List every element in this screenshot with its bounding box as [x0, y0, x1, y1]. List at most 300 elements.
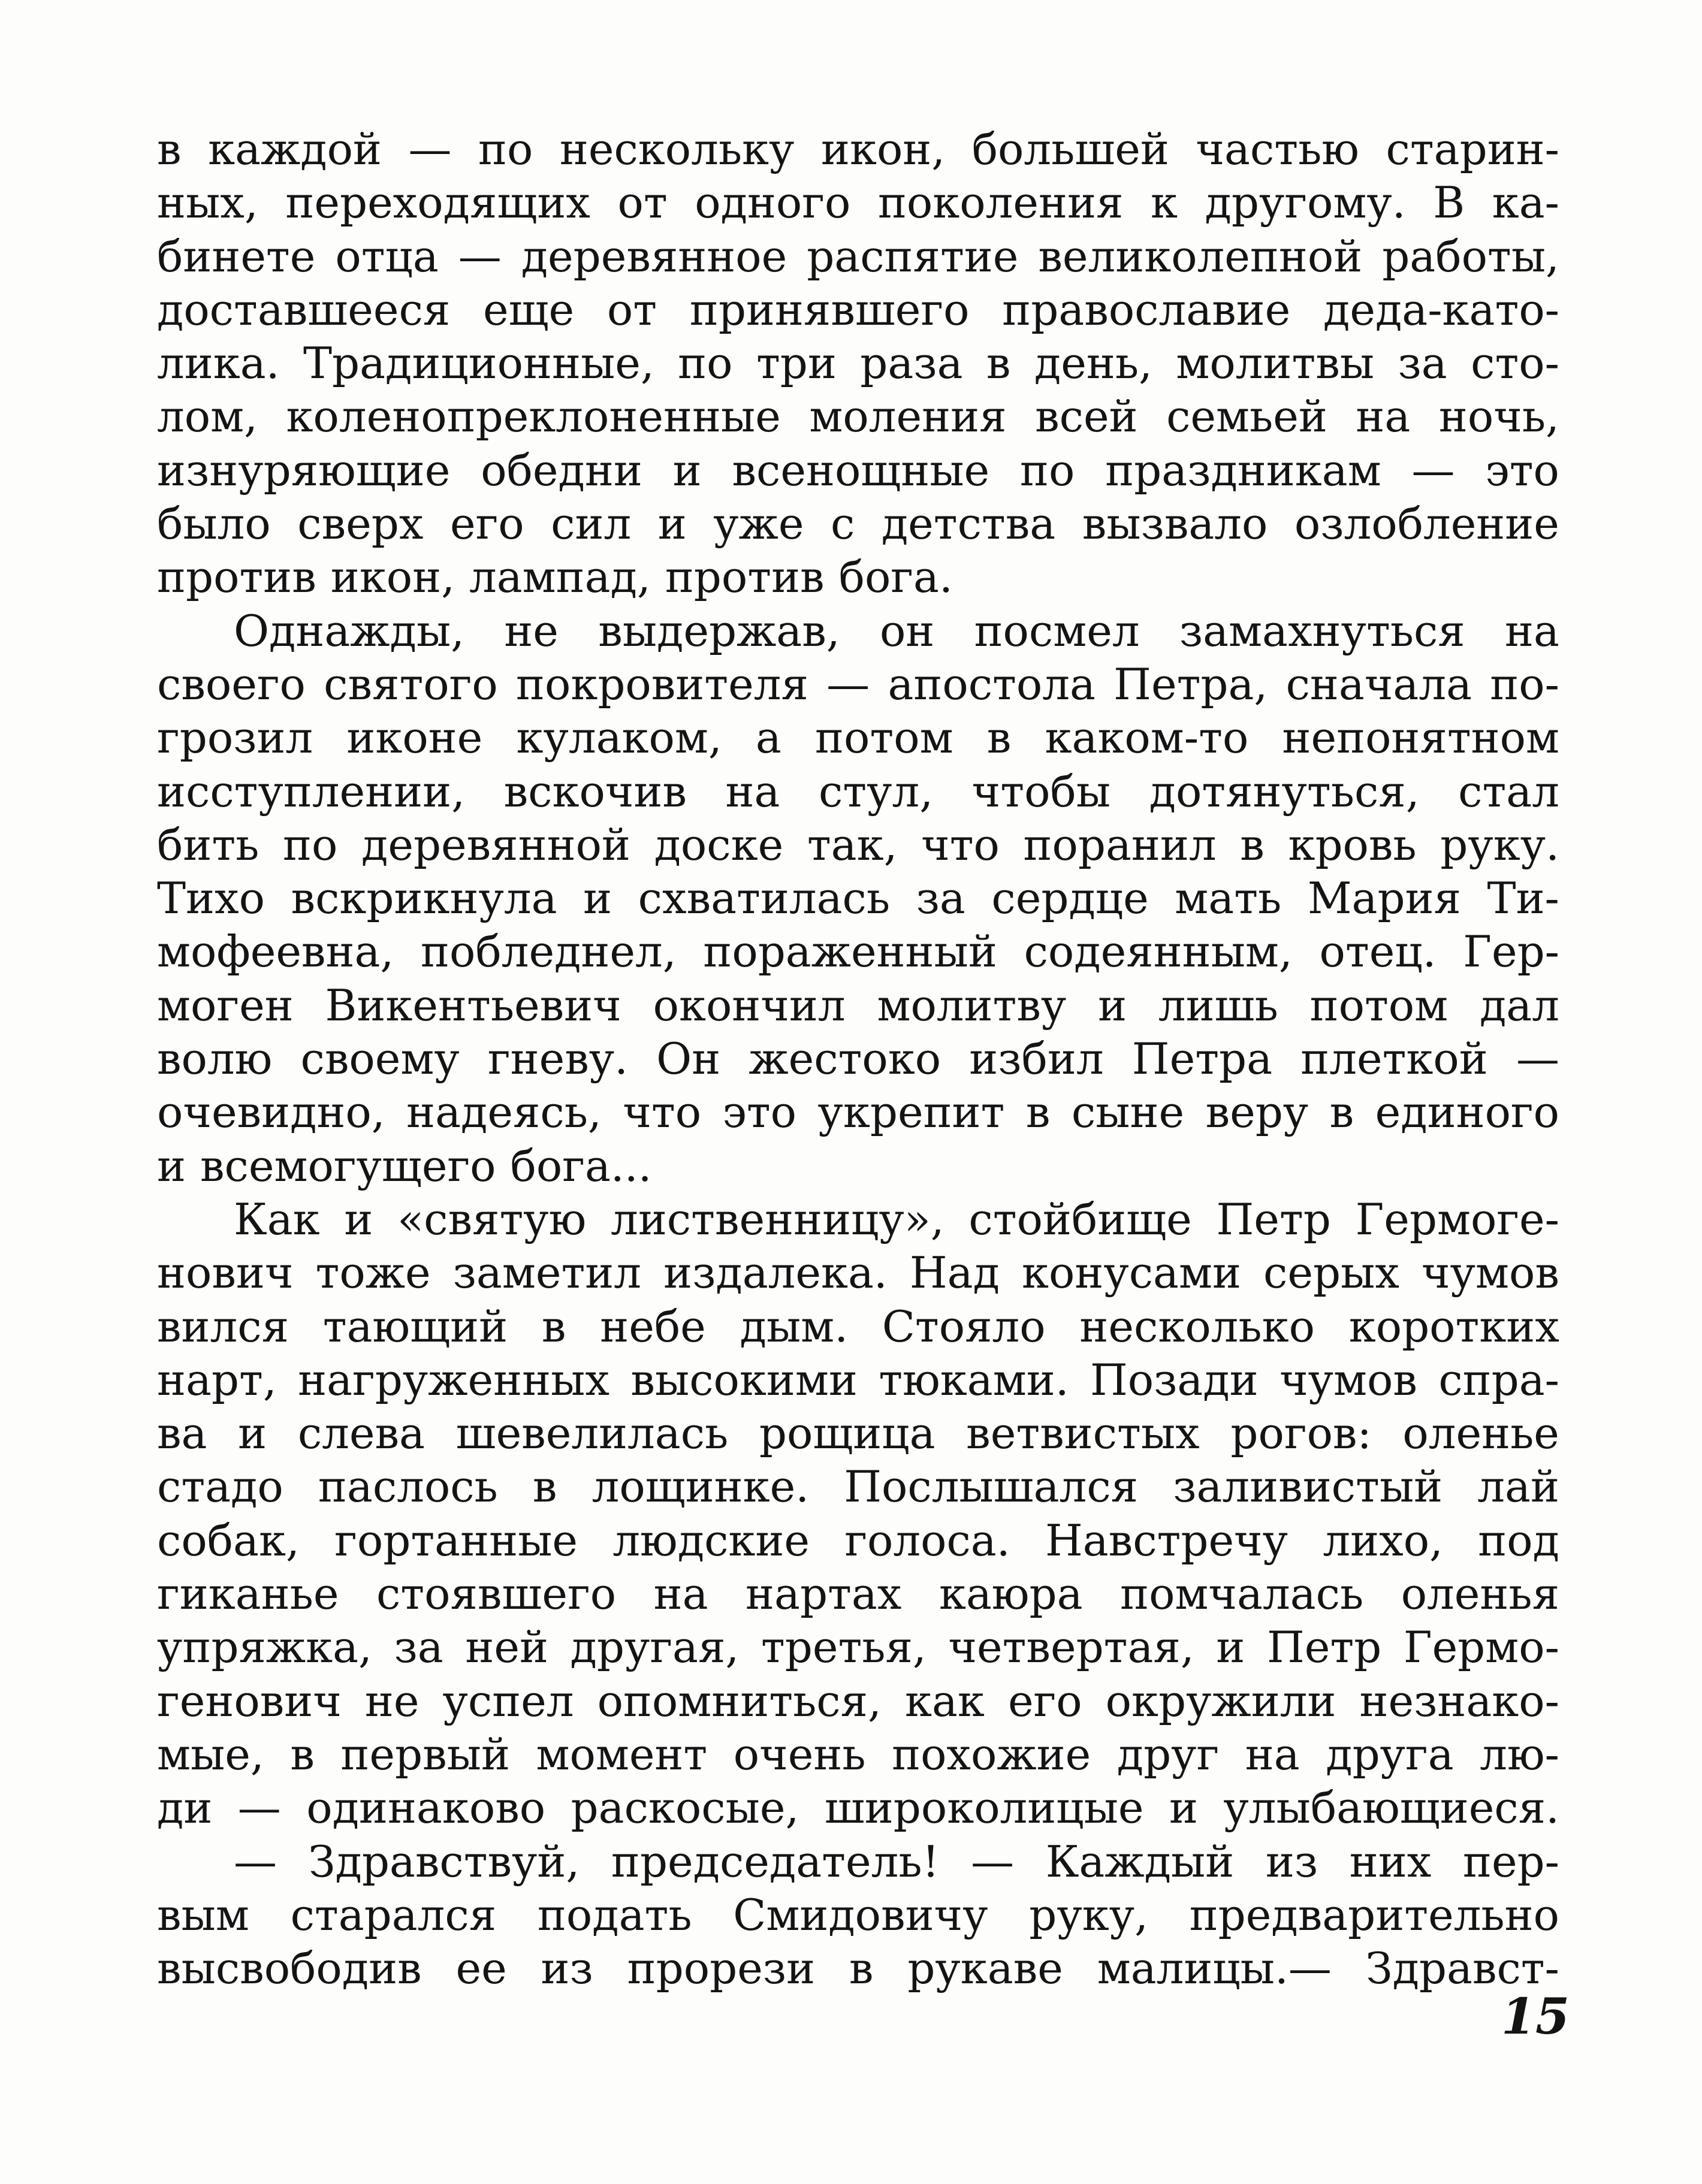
word: Мария — [1307, 873, 1461, 924]
word: слева — [297, 1408, 425, 1459]
word: них — [1349, 1836, 1432, 1887]
word: — — [1516, 1034, 1559, 1085]
word: — — [237, 1783, 281, 1833]
word: было — [157, 499, 271, 549]
word: лишь — [1158, 980, 1278, 1031]
word: помчалась — [1120, 1569, 1364, 1620]
word: Петр — [1216, 1194, 1331, 1244]
word: праздникам — [1105, 445, 1381, 496]
word: стул, — [818, 766, 934, 817]
word: выдержав, — [598, 605, 840, 656]
text-line — [157, 1835, 1559, 1889]
word: апостола — [888, 658, 1096, 709]
word: покровителя — [515, 658, 808, 709]
word: бога. — [838, 552, 953, 603]
word: предварительно — [1189, 1889, 1559, 1940]
word: одинаково — [306, 1783, 546, 1833]
word: сыне — [1071, 1087, 1185, 1138]
text-line — [157, 872, 1559, 925]
word: чтобы — [971, 766, 1111, 817]
word: против — [665, 552, 825, 603]
word: кровь — [1288, 819, 1417, 870]
word: отец. — [1319, 926, 1437, 977]
word: Здравст- — [1365, 1943, 1559, 1994]
text-line — [157, 605, 1559, 658]
text-line — [157, 925, 1559, 978]
word: и — [583, 873, 612, 924]
word: успел — [442, 1675, 574, 1726]
word: лихо, — [1323, 1515, 1443, 1566]
word: от — [617, 177, 668, 228]
word: избил — [969, 1034, 1104, 1085]
word: в — [986, 338, 1011, 389]
text-line — [157, 1407, 1559, 1460]
word: Петра, — [1113, 658, 1268, 709]
word: Петра — [1131, 1034, 1273, 1085]
text-line — [157, 390, 1559, 443]
text-line — [157, 658, 1559, 711]
text-line — [157, 1032, 1559, 1086]
word: прорези — [627, 1943, 816, 1994]
text-line — [157, 1354, 1559, 1407]
word: сил — [551, 499, 632, 549]
word: генович — [157, 1675, 342, 1726]
word: другая, — [570, 1622, 740, 1673]
word: доске — [654, 819, 784, 870]
word: плеткой — [1300, 1034, 1488, 1085]
word: как — [904, 1675, 985, 1726]
word: его — [1007, 1675, 1082, 1726]
text-line — [157, 711, 1559, 765]
word: дым. — [740, 1301, 849, 1352]
word: озлобление — [1294, 499, 1559, 549]
word: и — [1169, 1783, 1198, 1833]
word: вскочив — [503, 766, 687, 817]
word: каюра — [938, 1569, 1083, 1620]
word: упряжка, — [157, 1622, 372, 1673]
word: единого — [1375, 1087, 1559, 1138]
word: на — [725, 766, 780, 817]
text-line — [157, 1086, 1559, 1139]
word: Гермо- — [1403, 1622, 1559, 1673]
word: нескольку — [559, 124, 795, 174]
word: высокими — [630, 1354, 858, 1405]
word: деда-като- — [1323, 284, 1559, 335]
word: лощинке. — [592, 1461, 810, 1512]
word: Позади — [1090, 1354, 1259, 1405]
word: нарт, — [157, 1354, 277, 1405]
word: — — [234, 1836, 277, 1887]
text-line — [157, 765, 1559, 818]
word: рощица — [759, 1408, 936, 1459]
word: православие — [1002, 284, 1291, 335]
word: по- — [1490, 658, 1559, 709]
word: сначала — [1285, 658, 1472, 709]
word: рукаве — [907, 1943, 1063, 1994]
word: из — [541, 1943, 593, 1994]
word: несколько — [1079, 1301, 1315, 1352]
word: одного — [695, 177, 851, 228]
word: что — [623, 1087, 702, 1138]
word: в — [986, 712, 1012, 763]
word: третья, — [761, 1622, 927, 1673]
word: Викентьевич — [325, 980, 621, 1031]
text-line — [157, 1140, 1559, 1193]
word: пер- — [1462, 1836, 1559, 1887]
word: и — [157, 1140, 186, 1191]
text-line — [157, 337, 1559, 390]
word: ди — [157, 1783, 213, 1833]
word: иконе — [346, 712, 483, 763]
word: гневу. — [487, 1034, 628, 1085]
word: друг — [1116, 1729, 1220, 1780]
word: всемогущего — [200, 1140, 496, 1191]
word: дал — [1479, 980, 1559, 1031]
word: друга — [1326, 1729, 1454, 1780]
word: отца — [335, 231, 439, 282]
word: кулаком, — [516, 712, 722, 763]
word: стал — [1458, 766, 1559, 817]
word: Смидовичу — [733, 1889, 988, 1940]
word: сердце — [991, 873, 1149, 924]
word: в — [157, 124, 182, 174]
word: — — [408, 124, 452, 174]
word: первый — [340, 1729, 510, 1780]
word: серых — [1263, 1247, 1399, 1298]
word: в — [1240, 819, 1265, 870]
word: раскосые, — [571, 1783, 799, 1833]
text-line — [157, 176, 1559, 229]
word: похожие — [892, 1729, 1091, 1780]
word: за — [1398, 338, 1447, 389]
text-line — [157, 1889, 1559, 1942]
word: и — [344, 1194, 373, 1244]
word: издалека. — [663, 1247, 888, 1298]
word: мать — [1175, 873, 1282, 924]
word: вскрикнула — [291, 873, 557, 924]
word: потом — [815, 712, 953, 763]
word: бить — [157, 819, 259, 870]
word: Здравствуй, — [308, 1836, 580, 1887]
word: изнуряющие — [157, 445, 451, 496]
word: веру — [1205, 1087, 1309, 1138]
word: грозил — [157, 712, 313, 763]
word: частью — [1196, 124, 1359, 174]
word: ка- — [1492, 177, 1559, 228]
word: в — [849, 1943, 874, 1994]
word: — — [971, 1836, 1015, 1887]
word: ветвистых — [966, 1408, 1200, 1459]
word: Гермоге- — [1355, 1194, 1559, 1244]
word: не — [504, 605, 559, 656]
word: незнако- — [1359, 1675, 1559, 1726]
word: заливистый — [1173, 1461, 1443, 1512]
word: председатель! — [611, 1836, 940, 1887]
word: под — [1478, 1515, 1559, 1566]
text-line — [157, 1621, 1559, 1674]
word: по — [478, 124, 533, 174]
word: Ти- — [1487, 873, 1559, 924]
word: схватилась — [638, 873, 891, 924]
word: улыбающиеся. — [1223, 1783, 1559, 1833]
word: мые, — [157, 1729, 264, 1780]
word: коротких — [1348, 1301, 1559, 1352]
word: вым — [157, 1889, 249, 1940]
word: Традиционные, — [303, 338, 654, 389]
word: из — [1265, 1836, 1318, 1887]
word: в — [1329, 1087, 1354, 1138]
word: каком-то — [1045, 712, 1249, 763]
word: поколения — [877, 177, 1124, 228]
word: — — [826, 658, 870, 709]
word: Послышался — [844, 1461, 1139, 1512]
word: по — [1020, 445, 1075, 496]
word: в — [532, 1461, 557, 1512]
word: Тихо — [157, 873, 265, 924]
word: оленья — [1401, 1569, 1559, 1620]
word: нартах — [746, 1569, 902, 1620]
word: четвертая, — [948, 1622, 1194, 1673]
word: не — [364, 1675, 420, 1726]
word: небе — [600, 1301, 706, 1352]
word: собак, — [157, 1515, 300, 1566]
word: спра- — [1438, 1354, 1559, 1405]
word: святого — [324, 658, 498, 709]
word: он — [879, 605, 935, 656]
word: лампад, — [469, 552, 651, 603]
word: нович — [157, 1247, 294, 1298]
word: стоявшего — [376, 1569, 617, 1620]
word: Однажды, — [234, 605, 465, 656]
word: очевидно, — [157, 1087, 385, 1138]
word: и — [1098, 980, 1127, 1031]
word: в — [541, 1301, 566, 1352]
word: замахнуться — [1179, 605, 1465, 656]
word: своего — [157, 658, 306, 709]
word: на — [653, 1569, 708, 1620]
text-line — [157, 1514, 1559, 1567]
word: мофеевна, — [157, 926, 394, 977]
page-number: 15 — [1501, 1988, 1570, 2046]
text-line — [157, 1942, 1559, 1995]
word: его — [449, 499, 524, 549]
word: голоса. — [844, 1515, 1010, 1566]
word: ва — [157, 1408, 207, 1459]
word: конусами — [1022, 1247, 1241, 1298]
word: Петр — [1266, 1622, 1382, 1673]
word: большей — [971, 124, 1169, 174]
word: за — [916, 873, 965, 924]
word: в — [1025, 1087, 1051, 1138]
word: семьей — [1166, 391, 1327, 442]
word: так, — [807, 819, 898, 870]
word: ных, — [157, 177, 258, 228]
word: оленье — [1402, 1408, 1559, 1459]
word: икон, — [330, 552, 455, 603]
word: посмел — [974, 605, 1140, 656]
word: ночь, — [1438, 391, 1559, 442]
word: шевелилась — [455, 1408, 729, 1459]
word: еще — [482, 284, 575, 335]
word: стойбище — [968, 1194, 1192, 1244]
word: Он — [656, 1034, 721, 1085]
word: Каждый — [1045, 1836, 1235, 1887]
word: обедни — [481, 445, 642, 496]
word: деревянной — [361, 819, 630, 870]
word: руку, — [1029, 1889, 1148, 1940]
word: великолепной — [1038, 231, 1363, 282]
word: тюками. — [879, 1354, 1069, 1405]
word: а — [755, 712, 781, 763]
word: жестоко — [749, 1034, 941, 1085]
word: переходящих — [285, 177, 590, 228]
word: это — [1485, 445, 1559, 496]
word: в — [290, 1729, 315, 1780]
word: бога... — [510, 1140, 652, 1191]
word: опомниться, — [597, 1675, 882, 1726]
word: уже — [713, 499, 804, 549]
word: на — [1505, 605, 1559, 656]
word: людские — [612, 1515, 810, 1566]
word: руку. — [1440, 819, 1559, 870]
word: лиственницу», — [611, 1194, 944, 1244]
text-line — [157, 497, 1559, 551]
text-line — [157, 444, 1559, 497]
word: три — [756, 338, 837, 389]
word: тающий — [322, 1301, 508, 1352]
word: принявшего — [689, 284, 970, 335]
word: гортанные — [334, 1515, 578, 1566]
word: надеясь, — [406, 1087, 602, 1138]
word: сто- — [1471, 338, 1559, 389]
word: В — [1433, 177, 1465, 228]
word: моген — [157, 980, 294, 1031]
word: деревянное — [521, 231, 787, 282]
text-line — [157, 1193, 1559, 1246]
word: молитвы — [1176, 338, 1375, 389]
word: «святую — [397, 1194, 587, 1244]
word: заметил — [452, 1247, 642, 1298]
word: нагруженных — [298, 1354, 609, 1405]
word: очень — [733, 1729, 866, 1780]
word: момент — [536, 1729, 708, 1780]
text-line — [157, 1300, 1559, 1354]
word: вился — [157, 1301, 289, 1352]
word: распятие — [807, 231, 1019, 282]
word: поранил — [1023, 819, 1217, 870]
word: — — [1411, 445, 1455, 496]
word: и — [672, 445, 702, 496]
text-line — [157, 1675, 1559, 1728]
word: это — [722, 1087, 797, 1138]
word: потом — [1309, 980, 1448, 1031]
word: против — [157, 552, 316, 603]
text-line — [157, 123, 1559, 176]
word: Навстречу — [1045, 1515, 1288, 1566]
text-line — [157, 979, 1559, 1032]
word: лю- — [1480, 1729, 1559, 1780]
body-text — [157, 123, 1559, 1995]
text-line — [157, 551, 1559, 604]
word: сверх — [297, 499, 424, 549]
word: малицы.— — [1097, 1943, 1332, 1994]
text-line — [157, 1460, 1559, 1514]
word: раза — [860, 338, 963, 389]
word: и — [238, 1408, 267, 1459]
word: окончил — [653, 980, 846, 1031]
word: детства — [881, 499, 1056, 549]
word: паслось — [318, 1461, 498, 1512]
word: по — [678, 338, 733, 389]
word: тоже — [315, 1247, 431, 1298]
word: чумов — [1422, 1247, 1559, 1298]
word: укрепит — [817, 1087, 1005, 1138]
word: к — [1150, 177, 1178, 228]
word: высвободив — [157, 1943, 422, 1994]
word: окружили — [1105, 1675, 1336, 1726]
word: дотянуться, — [1149, 766, 1420, 817]
word: содеянным, — [1024, 926, 1293, 977]
word: от — [606, 284, 657, 335]
word: лом, — [157, 391, 258, 442]
word: старин- — [1386, 124, 1559, 174]
word: побледнел, — [421, 926, 677, 977]
text-line — [157, 1728, 1559, 1781]
word: пораженный — [703, 926, 997, 977]
word: с — [830, 499, 855, 549]
word: каждой — [208, 124, 382, 174]
word: волю — [157, 1034, 273, 1085]
word: Над — [909, 1247, 1000, 1298]
text-line — [157, 818, 1559, 872]
text-line — [157, 1567, 1559, 1621]
word: икон, — [820, 124, 946, 174]
word: всенощные — [732, 445, 990, 496]
word: работы, — [1382, 231, 1559, 282]
word: лай — [1477, 1461, 1559, 1512]
word: гиканье — [157, 1569, 339, 1620]
word: лика. — [157, 338, 280, 389]
word: исступлении, — [157, 766, 466, 817]
word: молитву — [877, 980, 1067, 1031]
word: за — [394, 1622, 443, 1673]
word: по — [283, 819, 338, 870]
text-line — [157, 1781, 1559, 1835]
word: Как — [234, 1194, 320, 1244]
text-line — [157, 1246, 1559, 1300]
word: всей — [1035, 391, 1138, 442]
word: ней — [465, 1622, 548, 1673]
word: чумов — [1279, 1354, 1417, 1405]
word: на — [1356, 391, 1411, 442]
word: Стояло — [882, 1301, 1046, 1352]
word: и — [657, 499, 687, 549]
word: вызвало — [1082, 499, 1268, 549]
word: и — [1216, 1622, 1245, 1673]
text-line — [157, 283, 1559, 337]
word: доставшееся — [157, 284, 451, 335]
text-line — [157, 230, 1559, 283]
word: рогов: — [1230, 1408, 1372, 1459]
word: подать — [537, 1889, 692, 1940]
word: на — [1245, 1729, 1300, 1780]
word: ее — [455, 1943, 507, 1994]
word: моления — [809, 391, 1007, 442]
word: широколицые — [824, 1783, 1144, 1833]
word: другому. — [1205, 177, 1406, 228]
word: старался — [290, 1889, 497, 1940]
word: бинете — [157, 231, 316, 282]
